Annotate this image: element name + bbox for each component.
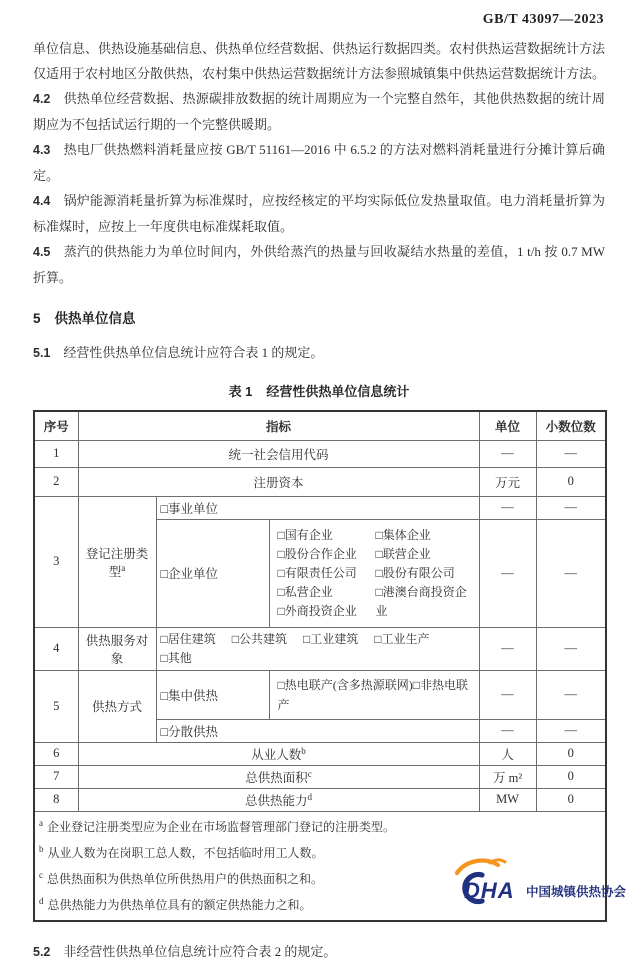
checkbox-option: □联营企业 bbox=[375, 546, 431, 561]
clause-number: 4.2 bbox=[33, 92, 51, 106]
decimals-cell: 0 bbox=[536, 467, 606, 496]
unit-cell: — bbox=[479, 670, 536, 719]
clause-4-3 bbox=[33, 137, 605, 188]
footnote-ref: c bbox=[307, 768, 312, 779]
decimals-cell: — bbox=[536, 627, 606, 670]
row-no: 1 bbox=[34, 440, 78, 467]
document-body bbox=[0, 36, 637, 965]
indicator-cell bbox=[78, 765, 479, 788]
indicator-cell: 统一社会信用代码 bbox=[78, 440, 479, 467]
clause-4-4 bbox=[33, 188, 605, 239]
checkbox-option: □外商投资企业 bbox=[277, 603, 357, 618]
table-row bbox=[34, 467, 606, 496]
clause-number: 5.1 bbox=[33, 346, 51, 360]
decimals-cell: 0 bbox=[536, 765, 606, 788]
indicator-label-cell: 供热服务对象 bbox=[78, 627, 156, 670]
indicator-text: 从业人数 bbox=[251, 747, 302, 762]
decimals-cell: — bbox=[536, 440, 606, 467]
paragraph-continuation bbox=[33, 36, 605, 86]
indicator-label: 登记注册类型 bbox=[85, 546, 149, 579]
unit-cell: 万 m² bbox=[479, 765, 536, 788]
table-row bbox=[34, 627, 606, 670]
clause-text: 供热单位经营数据、热源碳排放数据的统计周期应为一个完整自然年，其他供热数据的统计周期应为不包括试运行期的一个完整供暖期。 bbox=[33, 91, 605, 132]
clause-number: 5.2 bbox=[33, 944, 51, 959]
checkbox-option: □事业单位 bbox=[156, 496, 479, 519]
row-no: 2 bbox=[34, 467, 78, 496]
checkbox-option: □公共建筑 bbox=[231, 631, 287, 646]
table-row bbox=[34, 496, 606, 519]
col-header-decimals: 小数位数 bbox=[536, 411, 606, 440]
decimals-cell: — bbox=[536, 519, 606, 627]
row-no: 8 bbox=[34, 788, 78, 811]
footnote-text: 从业人数为在岗职工总人数，不包括临时用工人数。 bbox=[47, 845, 324, 860]
row-no: 3 bbox=[34, 496, 78, 627]
decimals-cell: 0 bbox=[536, 788, 606, 811]
decimals-cell: — bbox=[536, 670, 606, 719]
paragraph-text: 单位信息、供热设施基础信息、供热单位经营数据、供热运行数据四类。农村供热运营数据统计方法仅适用于农村地区分散供热，农村集中供热运营数据统计方法参照城镇集中供热运营数据统计方法。 bbox=[33, 41, 606, 81]
association-logo-graphic bbox=[444, 856, 628, 908]
checkbox-option: □热电联产(含多热源联网)□非热电联产 bbox=[277, 677, 468, 712]
checkbox-option: □港澳台商投资企业 bbox=[375, 584, 467, 618]
association-logo bbox=[444, 856, 628, 908]
footnote-text: 总供热面积为供热单位所供热用户的供热面积之和。 bbox=[47, 871, 324, 886]
clause-text: 非经营性供热单位信息统计应符合表 2 的规定。 bbox=[63, 943, 337, 959]
clause-text: 经营性供热单位信息统计应符合表 1 的规定。 bbox=[63, 345, 324, 360]
clause-5-2 bbox=[33, 939, 605, 965]
logo-acronym: DHA bbox=[464, 878, 515, 903]
indicator-cell bbox=[78, 788, 479, 811]
indicator-text: 总供热能力 bbox=[245, 793, 308, 808]
checkbox-option: □工业生产 bbox=[374, 631, 430, 646]
footnote-marker: b bbox=[39, 843, 44, 854]
unit-cell: — bbox=[479, 627, 536, 670]
option-columns bbox=[274, 522, 475, 625]
footnote-marker: d bbox=[39, 895, 44, 906]
clause-number: 4.5 bbox=[33, 245, 51, 259]
row-no: 4 bbox=[34, 627, 78, 670]
unit-cell: 万元 bbox=[479, 467, 536, 496]
decimals-cell: 0 bbox=[536, 742, 606, 765]
table-caption-label: 表 1 bbox=[228, 384, 253, 399]
standard-number: GB/T 43097—2023 bbox=[482, 12, 604, 27]
unit-cell: — bbox=[479, 519, 536, 627]
chp-options-cell bbox=[269, 670, 479, 719]
enterprise-type-options-cell bbox=[269, 519, 479, 627]
checkbox-option: □分散供热 bbox=[156, 719, 479, 742]
row-no: 5 bbox=[34, 670, 78, 742]
row-no: 7 bbox=[34, 765, 78, 788]
checkbox-option: □集体企业 bbox=[375, 527, 431, 542]
section-5-heading bbox=[33, 307, 605, 327]
checkbox-option: □企业单位 bbox=[156, 519, 269, 627]
row-no: 6 bbox=[34, 742, 78, 765]
checkbox-option: □股份合作企业 bbox=[277, 546, 357, 561]
unit-cell: 人 bbox=[479, 742, 536, 765]
col-header-indicator: 指标 bbox=[78, 411, 479, 440]
table-row bbox=[34, 670, 606, 719]
col-header-no: 序号 bbox=[34, 411, 78, 440]
option-line bbox=[161, 649, 475, 668]
footnote-text: 总供热能力为供热单位具有的额定供热能力之和。 bbox=[47, 897, 312, 912]
table-caption bbox=[33, 381, 605, 400]
checkbox-option: □股份有限公司 bbox=[375, 565, 455, 580]
checkbox-option: □集中供热 bbox=[156, 670, 269, 719]
clause-number: 4.3 bbox=[33, 143, 51, 157]
table-header-row bbox=[34, 411, 606, 440]
service-target-options-cell bbox=[156, 627, 479, 670]
decimals-cell: — bbox=[536, 496, 606, 519]
unit-cell: — bbox=[479, 440, 536, 467]
checkbox-option: □居住建筑 bbox=[160, 631, 216, 646]
table-row bbox=[34, 788, 606, 811]
logo-org-name: 中国城镇供热协会 bbox=[526, 885, 627, 899]
clause-text: 锅炉能源消耗量折算为标准煤时，应按经核定的平均实际低位发热量取值。电力消耗量折算为标准煤时，应按上一年度供电标准煤耗取值。 bbox=[33, 193, 605, 234]
option-column-1 bbox=[278, 526, 370, 621]
clause-5-1 bbox=[33, 340, 605, 366]
indicator-cell: 注册资本 bbox=[78, 467, 479, 496]
indicator-label-cell bbox=[78, 496, 156, 627]
checkbox-option: □工业建筑 bbox=[303, 631, 359, 646]
footnote-ref: a bbox=[121, 562, 126, 573]
clause-4-2 bbox=[33, 86, 605, 137]
clause-4-5 bbox=[33, 239, 605, 290]
table-row bbox=[34, 765, 606, 788]
option-column-2 bbox=[376, 526, 475, 621]
checkbox-option: □私营企业 bbox=[277, 584, 333, 599]
decimals-cell: — bbox=[536, 719, 606, 742]
section-title: 供热单位信息 bbox=[54, 311, 136, 326]
unit-cell: — bbox=[479, 719, 536, 742]
checkbox-option: □有限责任公司 bbox=[277, 565, 357, 580]
unit-cell: MW bbox=[479, 788, 536, 811]
footnote-text: 企业登记注册类型应为企业在市场监督管理部门登记的注册类型。 bbox=[47, 819, 396, 834]
footnote-ref: b bbox=[301, 745, 306, 756]
footnote bbox=[39, 814, 601, 840]
table-row bbox=[34, 742, 606, 765]
section-number: 5 bbox=[33, 311, 41, 326]
table-row bbox=[34, 440, 606, 467]
indicator-text: 总供热面积 bbox=[245, 770, 308, 785]
col-header-unit: 单位 bbox=[479, 411, 536, 440]
checkbox-option: □其他 bbox=[160, 650, 192, 665]
clause-text: 蒸汽的供热能力为单位时间内，外供给蒸汽的热量与回收凝结水热量的差值，1 t/h 按 0.7 MW 折算。 bbox=[33, 244, 605, 285]
table-1 bbox=[33, 410, 607, 922]
clause-text: 热电厂供热燃料消耗量应按 GB/T 51161—2016 中 6.5.2 的方法对燃料消耗量进行分摊计算后确定。 bbox=[33, 142, 605, 183]
checkbox-option: □国有企业 bbox=[277, 527, 333, 542]
option-line bbox=[161, 630, 475, 649]
footnote-marker: c bbox=[39, 869, 43, 880]
indicator-cell bbox=[78, 742, 479, 765]
unit-cell: — bbox=[479, 496, 536, 519]
footnote-ref: d bbox=[307, 791, 313, 802]
clause-number: 4.4 bbox=[33, 194, 51, 208]
footnote-marker: a bbox=[39, 817, 43, 828]
indicator-label-cell: 供热方式 bbox=[78, 670, 156, 742]
table-caption-title: 经营性供热单位信息统计 bbox=[266, 384, 410, 399]
